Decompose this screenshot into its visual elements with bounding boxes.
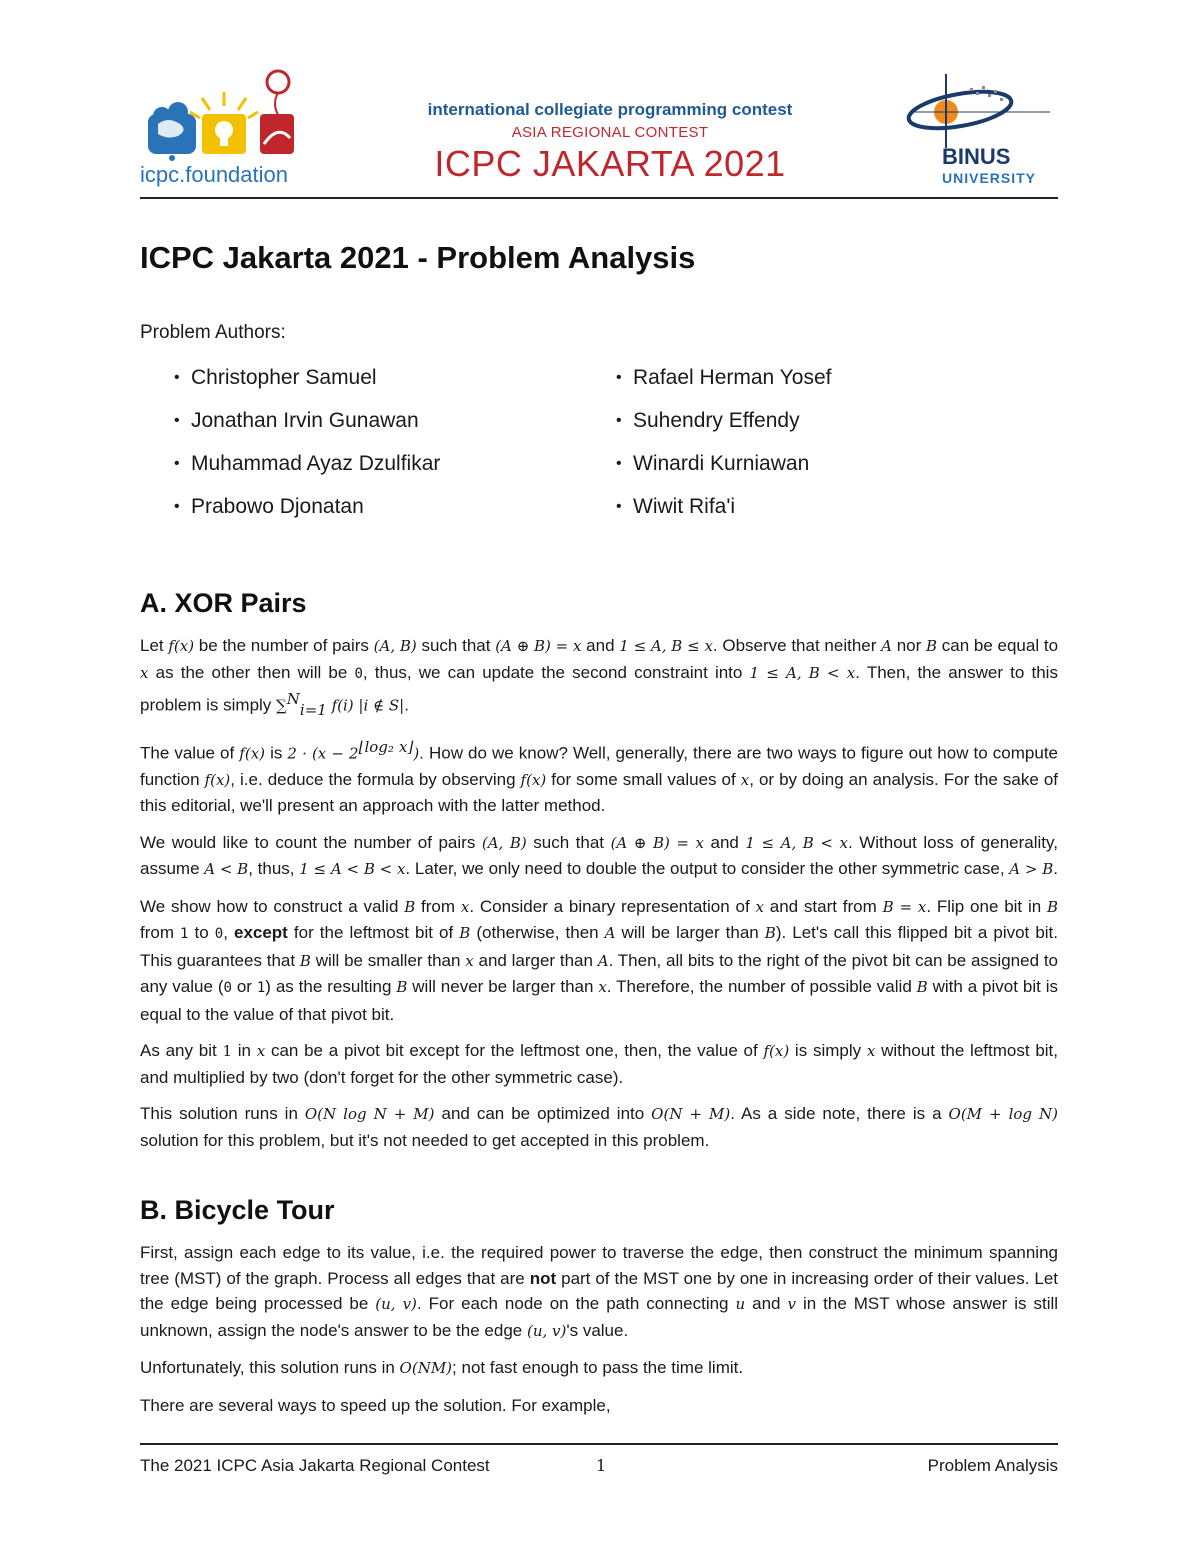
- paragraph: We would like to count the number of pairs (A, B) such that (A ⊕ B) = x and 1 ≤ A, B < x. Without loss of generality, assume A < B, thus, 1 ≤ A < B < x. Later, we only need to double the output to consider the other symmetric case, A > B.: [140, 832, 1058, 879]
- paragraph: There are several ways to speed up the solution. For example,: [140, 1395, 611, 1415]
- binus-university-logo: [900, 70, 1060, 190]
- paragraph: The value of f(x) is $2 \cdot (x - 2^{⌊log_2 x⌋})$. How do we know? Well, generally, there are two ways to figure out how to compute function f(x), i.e. deduce the formula by observing f(x) for some small values of x, or by doing an analysis. For the sake of this editorial, we'll present an approach with the latter method.: [140, 737, 1058, 816]
- paragraph: This solution runs in O(N log N + M) and can be optimized into O(N + M). As a side note, there is a O(M + log N) solution for this problem, but it's not needed to get accepted in this problem.: [140, 1104, 1059, 1150]
- document-header: [140, 62, 1060, 192]
- binus-wordmark: BINUS: [942, 144, 1011, 169]
- footer-contest-name: The 2021 ICPC Asia Jakarta Regional Contest: [140, 1456, 490, 1475]
- page-title: ICPC Jakarta 2021 - Problem Analysis: [140, 240, 696, 275]
- author-item: • Muhammad Ayaz Dzulfikar: [174, 452, 616, 476]
- authors-list: [174, 366, 1058, 538]
- author-item: • Wiwit Rifa'i: [616, 495, 1058, 519]
- icpc-foundation-logo: [140, 62, 315, 187]
- paragraph: As any bit 1 in x can be a pivot bit except for the leftmost one, then, the value of f(x) is simply x without the leftmost bit, and multiplied by two (don't forget for the other symmetric case).: [140, 1041, 1059, 1087]
- footer-doc-type: Problem Analysis: [927, 1456, 1058, 1475]
- university-wordmark: UNIVERSITY: [942, 170, 1037, 186]
- author-item: • Jonathan Irvin Gunawan: [174, 409, 616, 433]
- author-item: • Suhendry Effendy: [616, 409, 1058, 433]
- author-item: • Rafael Herman Yosef: [616, 366, 1058, 390]
- author-item: • Winardi Kurniawan: [616, 452, 1058, 476]
- paragraph: Unfortunately, this solution runs in O(NM); not fast enough to pass the time limit.: [140, 1358, 744, 1378]
- footer-divider: [140, 1443, 1058, 1445]
- authors-label: Problem Authors:: [140, 322, 286, 343]
- paragraph: First, assign each edge to its value, i.e. the required power to traverse the edge, then construct the minimum spanning tree (MST) of the graph. Process all edges that are not part of the MST one by one in increasing order of their values. Let the edge being processed be (u, v). For each node on the path connecting u and v in the MST whose answer is still unknown, assign the node's answer to be the edge (u, v)'s value.: [140, 1243, 1059, 1340]
- binus-emblem-icon: [900, 70, 1060, 150]
- author-item: • Prabowo Djonatan: [174, 495, 616, 519]
- paragraph: We show how to construct a valid B from x. Consider a binary representation of x and start from B = x. Flip one bit in B from 1 to 0, except for the leftmost bit of B (otherwise, then A will be larger than B). Let's call this flipped bit a pivot bit. This guarantees that B will be smaller than x and larger than A. Then, all bits to the right of the pivot bit can be assigned to any value (0 or 1) as the resulting B will never be larger than x. Therefore, the number of possible valid B with a pivot bit is equal to the value of that pivot bit.: [140, 896, 1059, 1024]
- section-heading-b: B. Bicycle Tour: [140, 1195, 335, 1226]
- contest-title-block: [380, 100, 840, 185]
- contest-subtitle: international collegiate programming contest: [427, 100, 793, 119]
- regional-contest-label: ASIA REGIONAL CONTEST: [511, 124, 709, 141]
- paragraph: Let f(x) be the number of pairs (A, B) such that (A ⊕ B) = x and 1 ≤ A, B ≤ x. Observe that neither A nor B can be equal to x as the other then will be 0, thus, we can update the second constraint into 1 ≤ A, B < x. Then, the answer to this problem is simply ∑$^N_{i=1}$ f(i) |i ∉ S|.: [140, 636, 1059, 720]
- icpc-logo-icon: [140, 62, 315, 162]
- authors-column-right: [616, 366, 1058, 538]
- authors-column-left: [174, 366, 616, 538]
- document-body: [140, 240, 1058, 1429]
- icpc-brand-text: icpc.foundation: [140, 162, 288, 187]
- author-item: • Christopher Samuel: [174, 366, 616, 390]
- section-heading-a: A. XOR Pairs: [140, 588, 307, 618]
- page-number: 1: [596, 1456, 607, 1475]
- contest-name: ICPC JAKARTA 2021: [434, 143, 786, 184]
- header-divider: [140, 197, 1058, 199]
